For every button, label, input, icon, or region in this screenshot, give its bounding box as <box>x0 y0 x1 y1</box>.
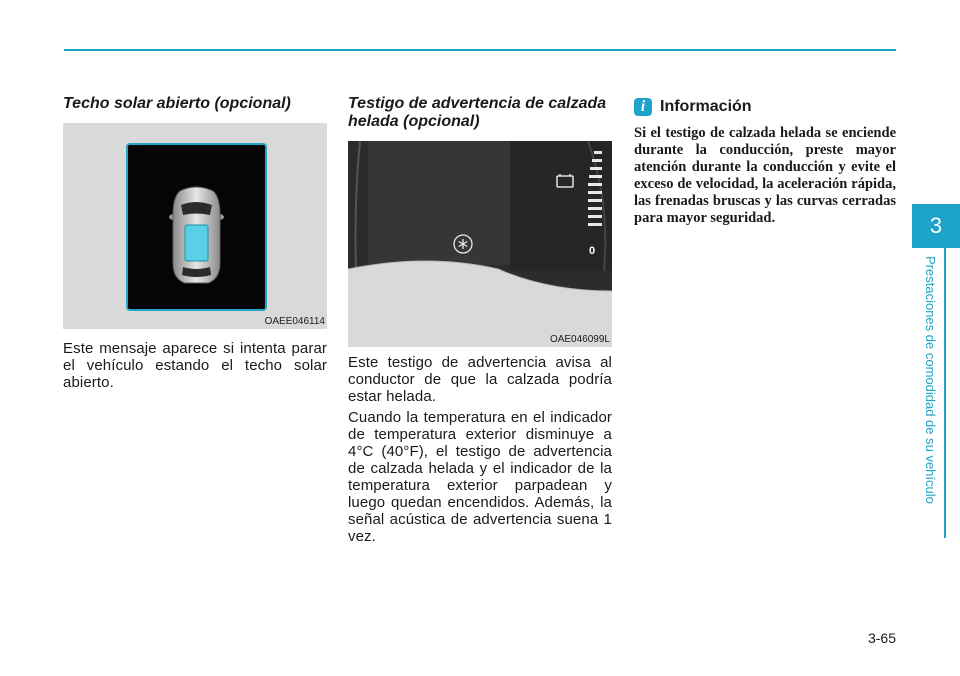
sunroof-description: Este mensaje aparece si intenta parar el vehículo estando el techo solar abierto. <box>63 340 327 391</box>
ice-warning-heading: Testigo de advertencia de calzada helada (opcional) <box>348 95 607 130</box>
info-icon: i <box>634 98 652 116</box>
info-title <box>634 98 752 116</box>
figure-caption: OAE046099L <box>549 334 610 345</box>
header-rule <box>64 49 896 51</box>
info-heading: Información <box>660 98 752 115</box>
page-number: 3-65 <box>867 630 896 646</box>
car-top-view-icon <box>128 145 265 309</box>
chapter-title: Prestaciones de comodidad de su vehículo <box>923 256 938 504</box>
instrument-cluster-illustration <box>348 141 612 347</box>
sunroof-figure <box>63 123 327 329</box>
chapter-side-rule <box>944 248 946 538</box>
ice-warning-paragraph-2: Cuando la temperatura en el indicador de temperatura exterior disminuye a 4°C (40°F), el testigo de advertencia de calzada helada y el indicador de la temperatura exterior parpadean y luego quedan encendidos. Además, la señal acústica de advertencia suena 1 vez. <box>348 409 612 545</box>
info-text: Si el testigo de calzada helada se enciende durante la conducción, preste mayor atención durante la conducción y evite el exceso de velocidad, la aceleración rápida, las frenadas bruscas y las curvas cerradas para mayor seguridad. <box>634 125 896 226</box>
sunroof-display <box>126 143 267 311</box>
figure-caption: OAEE046114 <box>264 316 325 327</box>
ice-warning-paragraph-1: Este testigo de advertencia avisa al conductor de que la calzada podría estar helada. <box>348 354 612 405</box>
cluster-figure <box>348 141 612 347</box>
gauge-zero-label: 0 <box>589 245 596 257</box>
chapter-tab[interactable]: 3 <box>912 204 960 248</box>
sunroof-heading: Techo solar abierto (opcional) <box>63 95 291 112</box>
